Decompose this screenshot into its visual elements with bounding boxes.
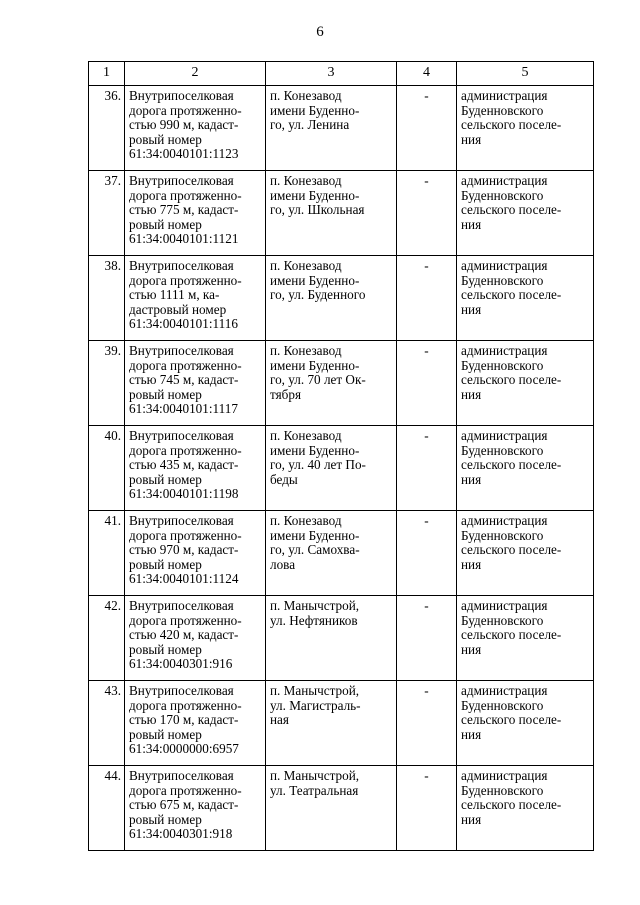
column-header: 4 <box>397 62 457 86</box>
holder: администрация Буденновского сельского поселе- ния <box>457 596 594 681</box>
table-row <box>89 171 594 256</box>
object-address: п. Конезавод имени Буденно- го, ул. 40 лет По- беды <box>266 426 397 511</box>
holder: администрация Буденновского сельского поселе- ния <box>457 426 594 511</box>
table-row <box>89 341 594 426</box>
column-header: 5 <box>457 62 594 86</box>
column-4-value: - <box>397 596 457 681</box>
holder: администрация Буденновского сельского поселе- ния <box>457 86 594 171</box>
object-description: Внутрипоселковая дорога протяженно- стью 170 м, кадаст- ровый номер 61:34:0000000:6957 <box>125 681 266 766</box>
registry-table <box>88 61 594 851</box>
column-4-value: - <box>397 86 457 171</box>
object-address: п. Конезавод имени Буденно- го, ул. Ленина <box>266 86 397 171</box>
table-row <box>89 86 594 171</box>
object-description: Внутрипоселковая дорога протяженно- стью 420 м, кадаст- ровый номер 61:34:0040301:916 <box>125 596 266 681</box>
object-description: Внутрипоселковая дорога протяженно- стью 775 м, кадаст- ровый номер 61:34:0040101:1121 <box>125 171 266 256</box>
column-header: 3 <box>266 62 397 86</box>
object-address: п. Манычстрой, ул. Магистраль- ная <box>266 681 397 766</box>
table-header-row <box>89 62 594 86</box>
row-number: 39. <box>89 341 125 426</box>
column-4-value: - <box>397 171 457 256</box>
object-description: Внутрипоселковая дорога протяженно- стью 990 м, кадаст- ровый номер 61:34:0040101:1123 <box>125 86 266 171</box>
holder: администрация Буденновского сельского поселе- ния <box>457 341 594 426</box>
object-description: Внутрипоселковая дорога протяженно- стью 970 м, кадаст- ровый номер 61:34:0040101:1124 <box>125 511 266 596</box>
object-description: Внутрипоселковая дорога протяженно- стью 435 м, кадаст- ровый номер 61:34:0040101:1198 <box>125 426 266 511</box>
table-row <box>89 596 594 681</box>
column-header: 2 <box>125 62 266 86</box>
holder: администрация Буденновского сельского поселе- ния <box>457 256 594 341</box>
holder: администрация Буденновского сельского поселе- ния <box>457 681 594 766</box>
object-address: п. Конезавод имени Буденно- го, ул. Школьная <box>266 171 397 256</box>
column-4-value: - <box>397 681 457 766</box>
page-number: 6 <box>316 24 324 40</box>
row-number: 37. <box>89 171 125 256</box>
column-4-value: - <box>397 766 457 851</box>
column-4-value: - <box>397 341 457 426</box>
object-address: п. Конезавод имени Буденно- го, ул. Самохва- лова <box>266 511 397 596</box>
table-row <box>89 681 594 766</box>
object-address: п. Манычстрой, ул. Театральная <box>266 766 397 851</box>
row-number: 41. <box>89 511 125 596</box>
object-description: Внутрипоселковая дорога протяженно- стью 675 м, кадаст- ровый номер 61:34:0040301:918 <box>125 766 266 851</box>
table-row <box>89 511 594 596</box>
column-4-value: - <box>397 256 457 341</box>
object-address: п. Манычстрой, ул. Нефтяников <box>266 596 397 681</box>
column-header: 1 <box>89 62 125 86</box>
object-description: Внутрипоселковая дорога протяженно- стью 745 м, кадаст- ровый номер 61:34:0040101:1117 <box>125 341 266 426</box>
row-number: 40. <box>89 426 125 511</box>
row-number: 44. <box>89 766 125 851</box>
holder: администрация Буденновского сельского поселе- ния <box>457 511 594 596</box>
table-row <box>89 766 594 851</box>
table-row <box>89 256 594 341</box>
row-number: 38. <box>89 256 125 341</box>
object-address: п. Конезавод имени Буденно- го, ул. 70 лет Ок- тября <box>266 341 397 426</box>
object-description: Внутрипоселковая дорога протяженно- стью 1111 м, ка- дастровый номер 61:34:0040101:1116 <box>125 256 266 341</box>
holder: администрация Буденновского сельского поселе- ния <box>457 766 594 851</box>
table-row <box>89 426 594 511</box>
object-address: п. Конезавод имени Буденно- го, ул. Буденного <box>266 256 397 341</box>
column-4-value: - <box>397 511 457 596</box>
row-number: 36. <box>89 86 125 171</box>
column-4-value: - <box>397 426 457 511</box>
row-number: 42. <box>89 596 125 681</box>
row-number: 43. <box>89 681 125 766</box>
holder: администрация Буденновского сельского поселе- ния <box>457 171 594 256</box>
